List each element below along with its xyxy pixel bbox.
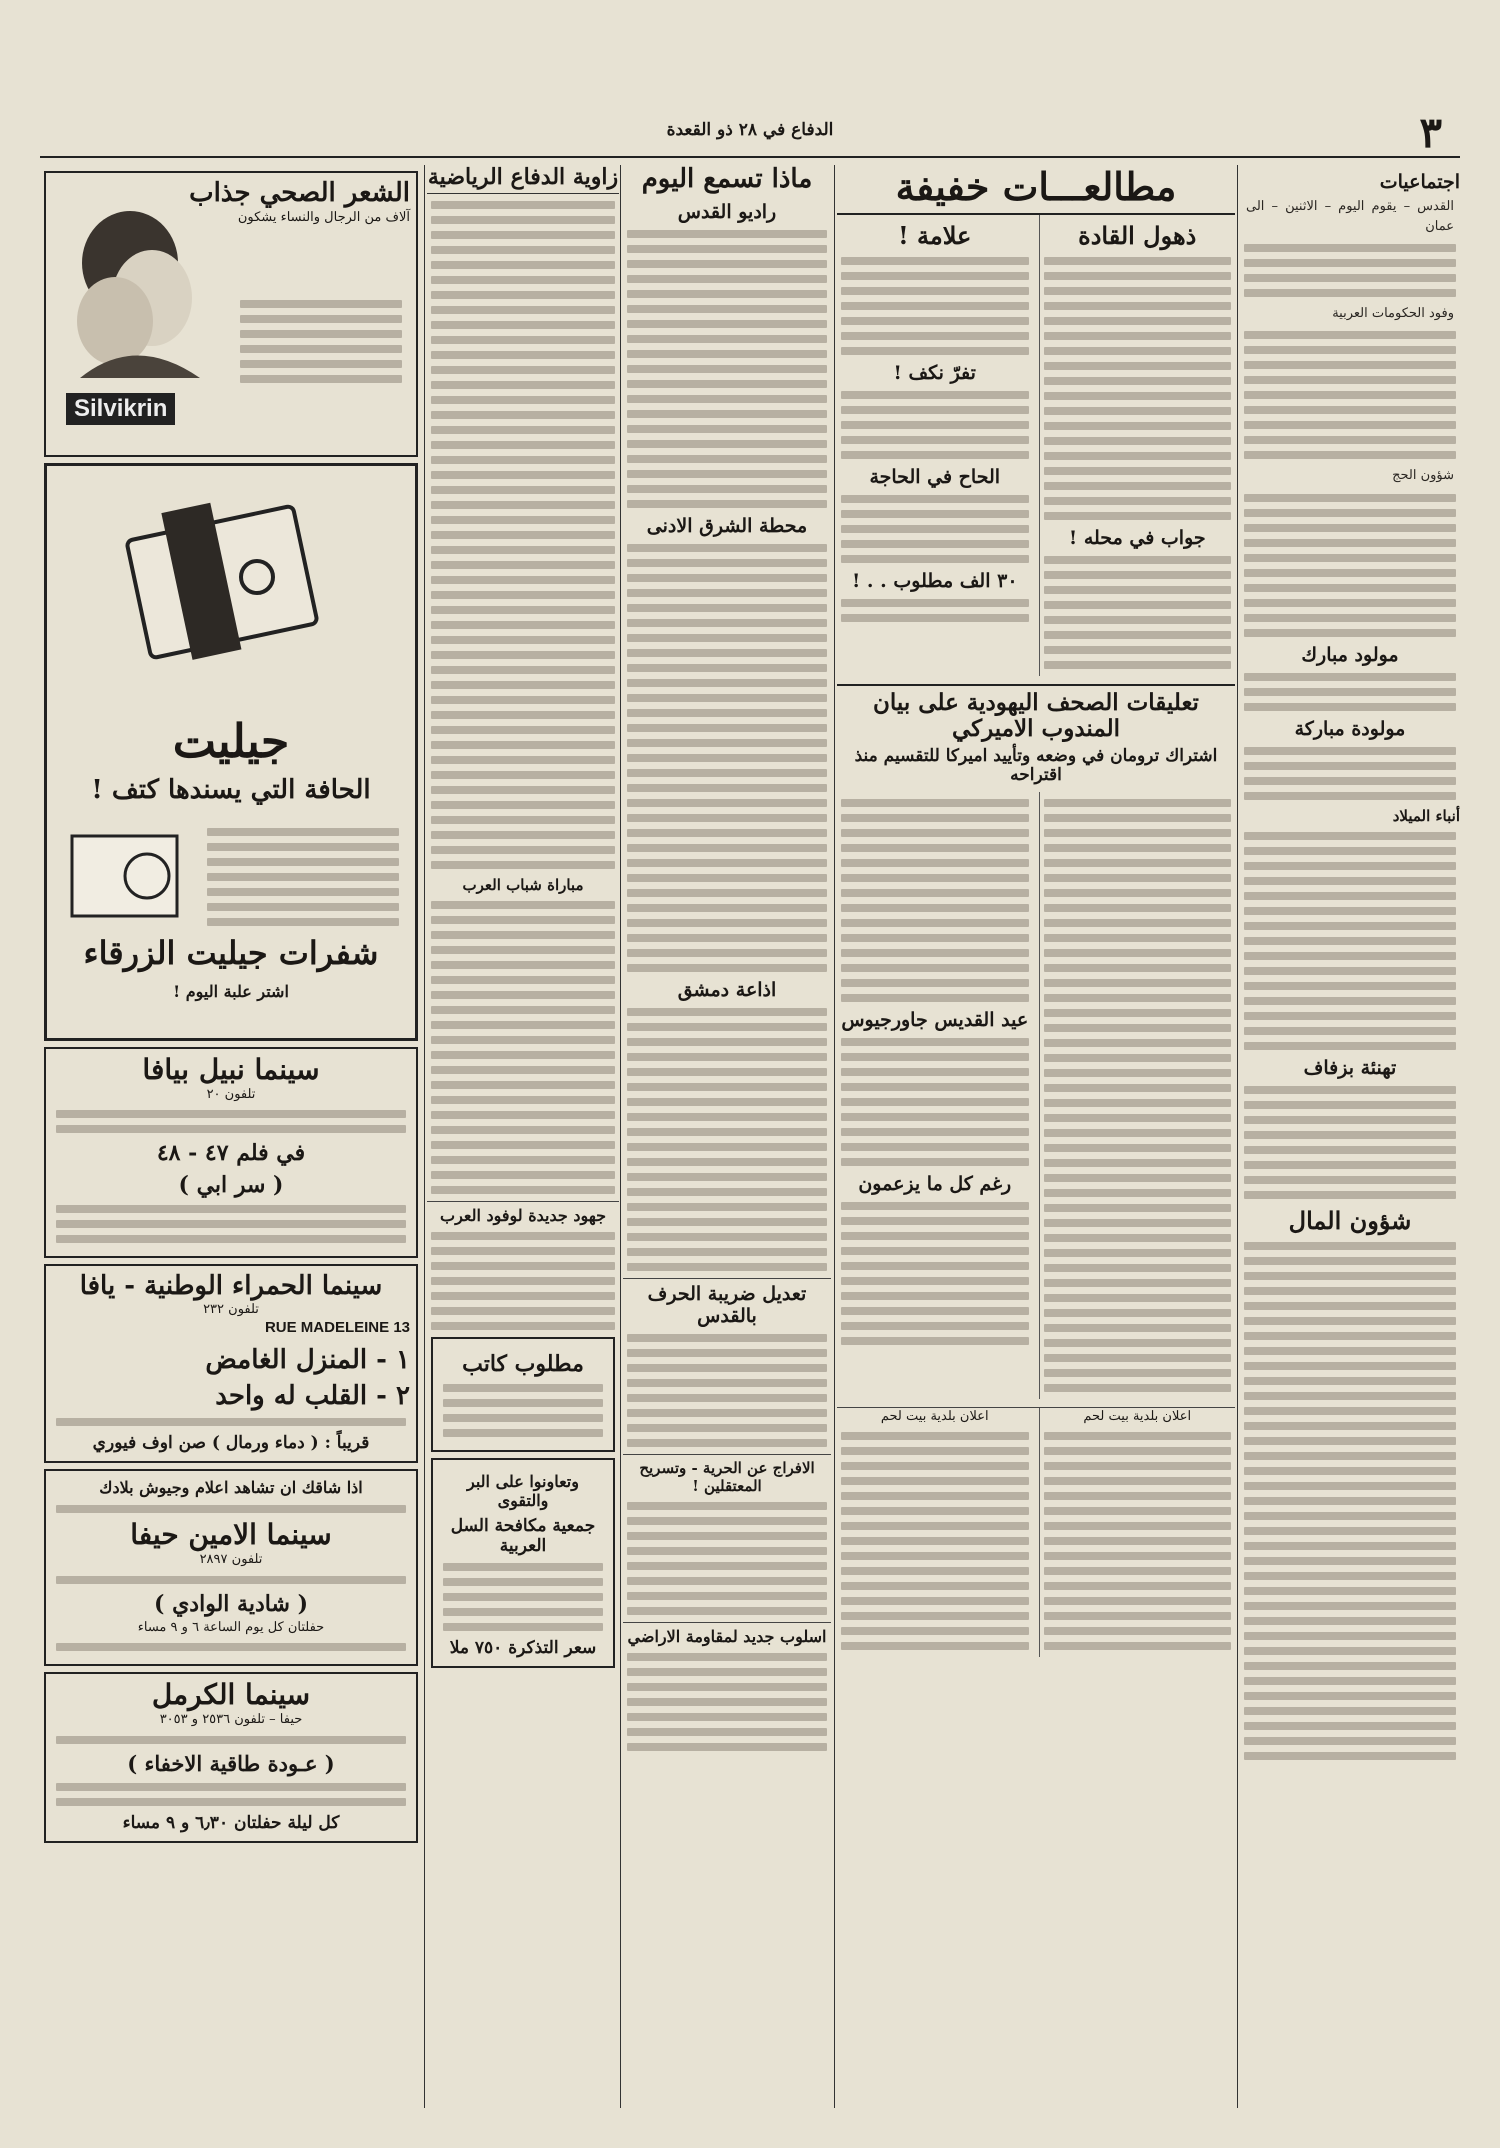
cinema-nabil-name: سينما نبيل بيافا <box>142 1053 320 1086</box>
social-line: شؤون الحج <box>1392 468 1454 484</box>
silvikrin-headline: الشعر الصحي جذاب <box>189 178 410 208</box>
sign-title: علامة ! <box>898 220 972 250</box>
subcolumn-left <box>837 215 1033 676</box>
silvikrin-text: آلاف من الرجال والنساء يشكون <box>237 209 410 225</box>
detainee-release-title: الافراج عن الحرية - وتسريح المعتقلين ! <box>623 1454 831 1495</box>
cinema-nabil-film: ( سر ابي ) <box>178 1172 284 1199</box>
writer-wanted-ad <box>431 1337 615 1452</box>
wedding-congrats-title: تهنئة بزفاف <box>1303 1056 1397 1079</box>
gillette-buy-today: اشتر علبة اليوم ! <box>173 982 289 1001</box>
silvikrin-brand: Silvikrin <box>66 393 175 425</box>
social-line: وفود الحكومات العربية <box>1332 306 1454 322</box>
leaders-title: ذهول القادة <box>1078 220 1197 250</box>
cinema-amin-intro: اذا شاقك ان تشاهد اعلام وجيوش بلادك <box>99 1477 363 1497</box>
column-rule <box>424 165 425 2108</box>
cinema-carmel-times: كل ليلة حفلتان ٦٫٣٠ و ٩ مساء <box>122 1812 340 1833</box>
cinema-hamra-film-2: ٢ - القلب له واحد <box>215 1380 410 1411</box>
column-social <box>1240 165 1460 2108</box>
cinema-nabil-phone: تلفون ٢٠ <box>206 1086 256 1102</box>
gillette-brand: جيليت <box>172 714 290 768</box>
births-title: أنباء الميلاد <box>1392 806 1460 825</box>
radio-jerusalem-title: راديو القدس <box>677 200 777 223</box>
column-radio <box>623 165 831 2108</box>
cinema-hamra-phone: تلفون ٢٣٢ <box>203 1301 259 1317</box>
ticket-price: سعر التذكرة ٧٥٠ ملا <box>449 1638 597 1659</box>
sports-corner-title: زاوية الدفاع الرياضية <box>427 165 619 194</box>
need-title: الحاح في الحاجة <box>869 465 1001 488</box>
st-george-title: عيد القديس جاورجيوس <box>841 1008 1029 1031</box>
money-affairs-title: شؤون المال <box>1288 1205 1412 1235</box>
page-number: ٣ <box>1419 108 1442 157</box>
couple-illustration <box>60 203 210 383</box>
column-rule <box>834 165 835 2108</box>
writer-wanted-title: مطلوب كاتب <box>462 1351 584 1378</box>
column-rule <box>1237 165 1238 2108</box>
tb-society-title: جمعية مكافحة السل العربية <box>450 1516 596 1557</box>
social-subheading: مولودة مباركة <box>1294 717 1406 740</box>
cinema-amin-phone: تلفون ٢٨٩٧ <box>199 1552 263 1568</box>
cinema-hamra-ad <box>44 1264 418 1462</box>
press-comments-subtitle: اشتراك ترومان في وضعه وتأييد اميركا للتقسيم منذ اقتراحه <box>854 745 1218 786</box>
subcolumn-right <box>1039 215 1236 676</box>
cinema-amin-name: سينما الامين حيفا <box>130 1518 332 1552</box>
social-title: اجتماعيات <box>1379 171 1460 193</box>
tb-society-ad <box>431 1458 615 1668</box>
cinema-nabil-film-year: في فلم ٤٧ - ٤٨ <box>156 1140 306 1167</box>
page-header <box>40 110 1460 158</box>
column-ads <box>40 165 422 2108</box>
municipal-notice-title: اعلان بلدية بيت لحم <box>1083 1408 1192 1424</box>
cinema-hamra-name: سينما الحمراء الوطنية - يافا <box>79 1271 383 1302</box>
social-subheading: مولود مبارك <box>1301 643 1399 666</box>
cinema-amin-ad <box>44 1469 418 1666</box>
blade-pack-icon <box>67 826 187 926</box>
social-line: القدس – يقوم اليوم – الاثنين – الى عمان <box>1246 199 1454 235</box>
cinema-hamra-coming-soon: قريباً : ( دماء ورمال ) صن اوف فيوري <box>92 1432 370 1453</box>
arab-youth-match-title: مباراة شباب العرب <box>462 876 584 895</box>
answer-title: جواب في محله ! <box>1068 526 1206 549</box>
near-east-station-title: محطة الشرق الادنى <box>646 514 808 537</box>
silvikrin-logo <box>66 393 175 425</box>
gillette-ad <box>44 463 418 1041</box>
cinema-carmel-film: ( عـودة طاقية الاخفاء ) <box>127 1750 335 1776</box>
cinema-hamra-film-1: ١ - المنزل الغامض <box>205 1344 410 1375</box>
charity-verse: وتعاونوا على البر والتقوى <box>467 1472 579 1511</box>
issue-date-line: الدفاع في ٢٨ ذو القعدة <box>666 120 834 140</box>
silvikrin-ad <box>44 171 418 457</box>
despite-claims-title: رغم كل ما يزعمون <box>858 1172 1012 1195</box>
press-comments-title: تعليقات الصحف اليهودية على بيان المندوب الاميركي <box>873 688 1199 743</box>
radio-main-title: ماذا تسمع اليوم <box>641 165 813 194</box>
light-readings-title: مطالعـــات خفيفة <box>837 165 1235 215</box>
column-sports <box>427 165 619 2108</box>
gillette-blue-blades: شفرات جيليت الزرقاء <box>83 934 379 972</box>
cinema-amin-times: حفلتان كل يوم الساعة ٦ و ٩ مساء <box>137 1619 325 1635</box>
damascus-radio-title: اذاعة دمشق <box>677 978 777 1001</box>
column-rule <box>620 165 621 2108</box>
wonder-title: تفرّ نكف ! <box>893 361 976 384</box>
reward-line: ٣٠ الف مطلوب . . ! <box>851 569 1018 592</box>
cinema-hamra-address: 13 RUE MADELEINE <box>264 1319 410 1337</box>
cinema-nabil-ad <box>44 1047 418 1258</box>
municipal-notice-title: اعلان بلدية بيت لحم <box>880 1408 989 1424</box>
cinema-carmel-name: سينما الكرمل <box>151 1678 311 1712</box>
razor-blade-icon <box>107 482 347 712</box>
cinema-carmel-phone: حيفا – تلفون ٢٥٣٦ و ٣٠٥٣ <box>159 1712 303 1728</box>
arab-delegations-title: جهود جديدة لوفود العرب <box>427 1201 619 1225</box>
cinema-carmel-ad <box>44 1672 418 1842</box>
gillette-slogan: الحافة التي يسندها كتف ! <box>91 775 371 805</box>
trade-tax-title: تعديل ضريبة الحرف بالقدس <box>623 1278 831 1327</box>
column-light-readings <box>837 165 1235 2108</box>
cinema-amin-film: ( شادية الوادي ) <box>154 1590 308 1617</box>
land-method-title: اسلوب جديد لمقاومة الاراضي <box>623 1622 831 1646</box>
